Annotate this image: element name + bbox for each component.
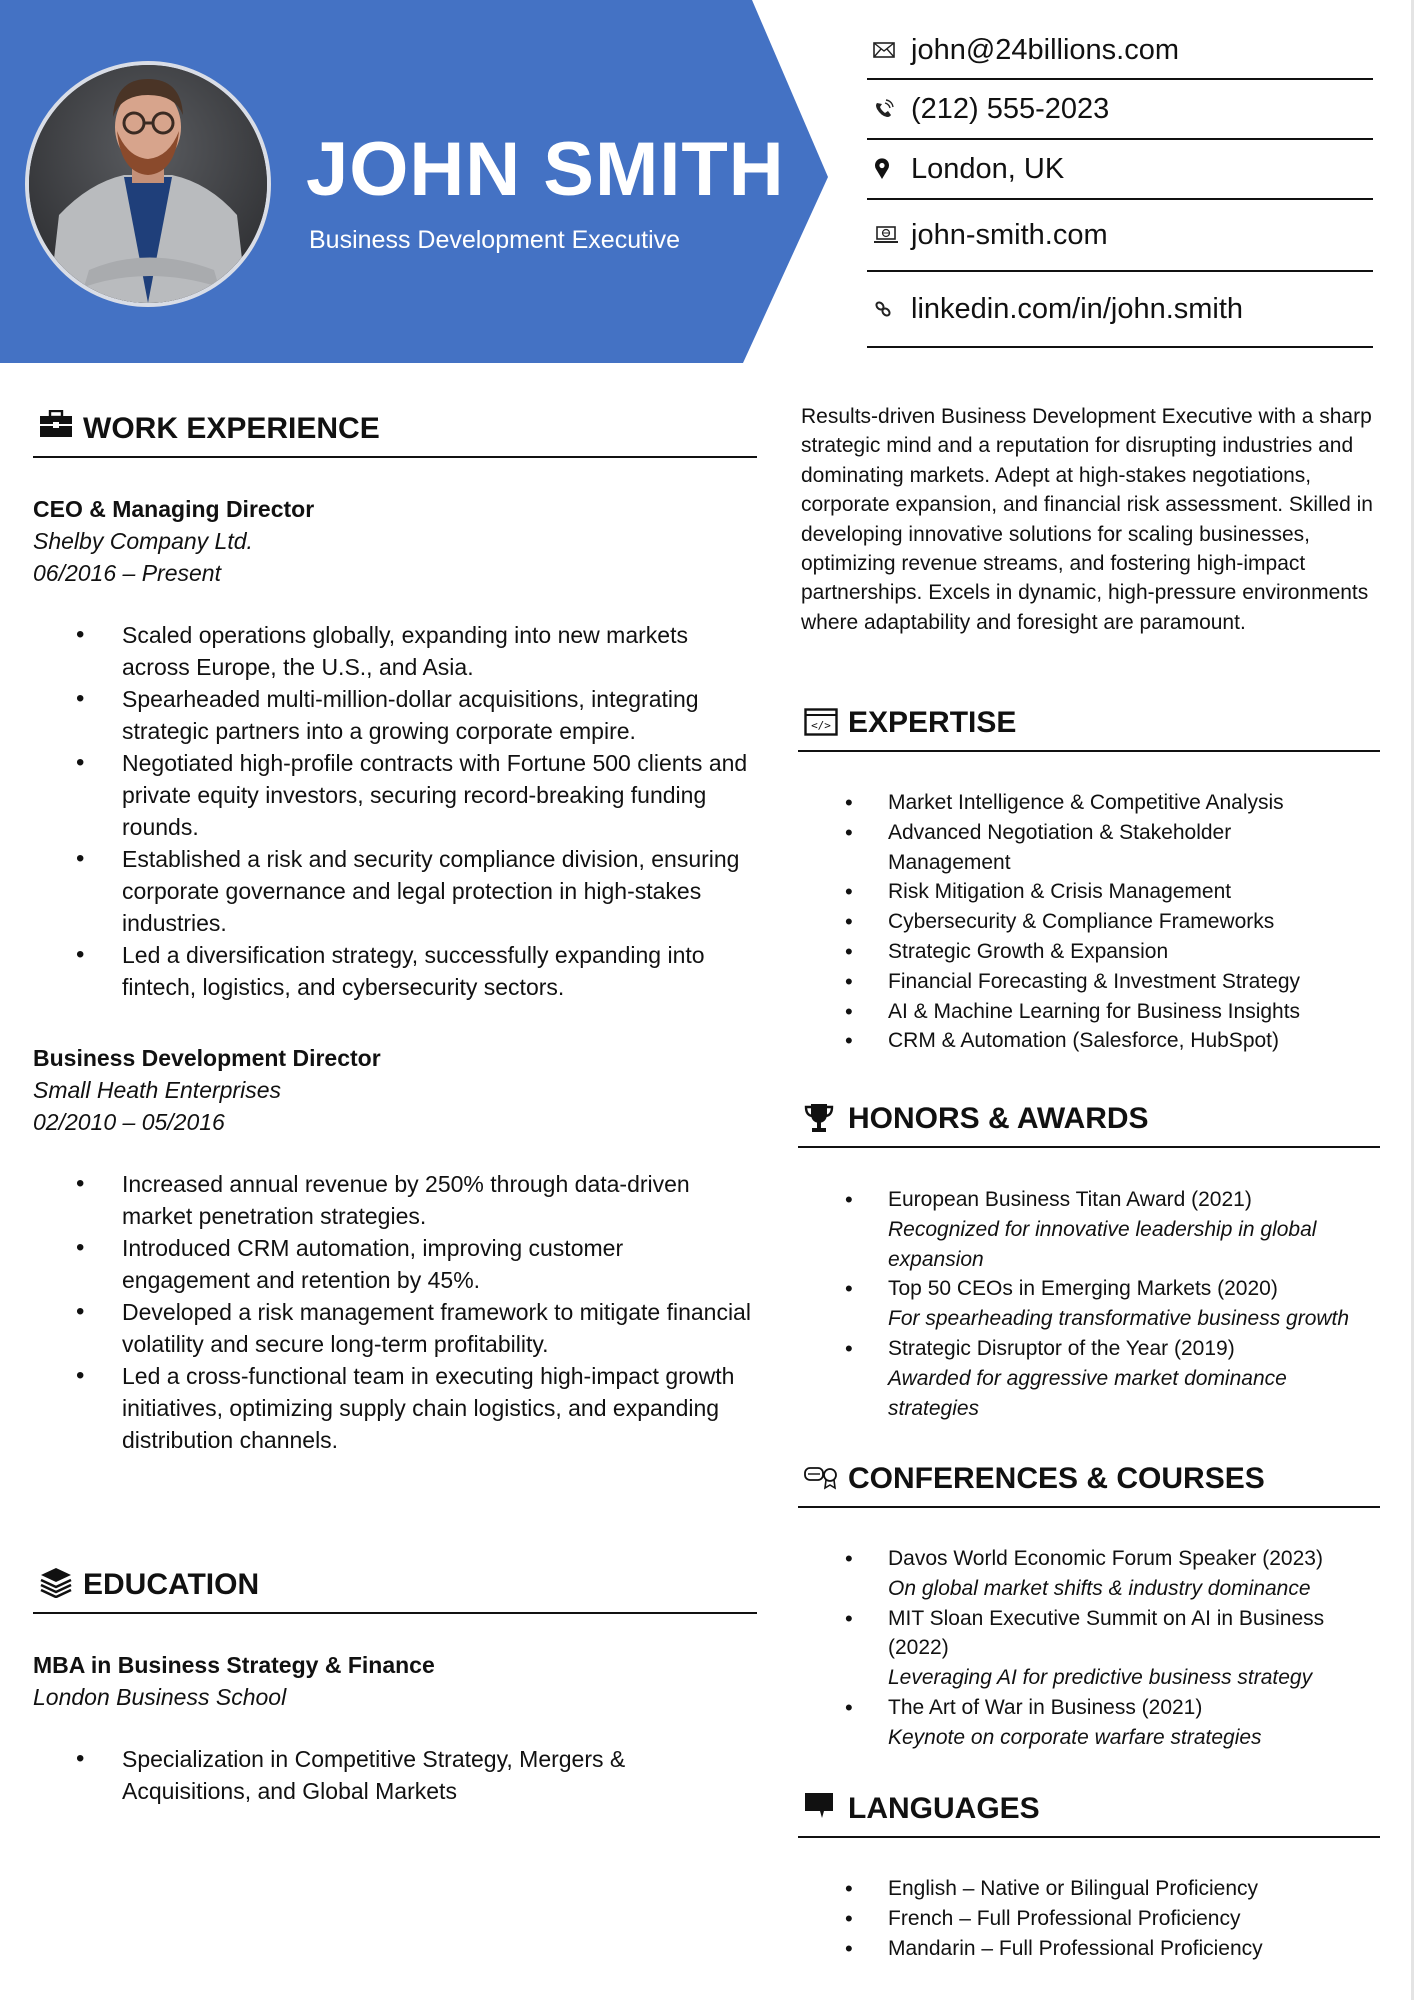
contact-linkedin[interactable] bbox=[867, 272, 1373, 348]
section-heading-honors-awards bbox=[798, 1088, 1380, 1148]
contact-location bbox=[867, 140, 1373, 200]
location-pin-icon bbox=[867, 158, 911, 180]
education-entry bbox=[33, 1649, 757, 1807]
school: London Business School bbox=[33, 1684, 287, 1710]
section-title: EDUCATION bbox=[83, 1568, 260, 1601]
list-item: • CRM & Automation (Salesforce, HubSpot) bbox=[798, 1026, 1380, 1056]
list-item: • Risk Mitigation & Crisis Management bbox=[798, 877, 1380, 907]
list-item: • Increased annual revenue by 250% through data-driven market penetration strategies. bbox=[33, 1168, 757, 1232]
contact-linkedin-text: linkedin.com/in/john.smith bbox=[911, 292, 1244, 325]
award-note: For spearheading transformative business growth bbox=[888, 1307, 1350, 1331]
section-title: WORK EXPERIENCE bbox=[83, 412, 380, 445]
list-item bbox=[798, 1544, 1380, 1604]
list-item bbox=[798, 1185, 1380, 1274]
contact-list bbox=[867, 22, 1373, 348]
list-item bbox=[798, 1334, 1380, 1423]
certificate-icon bbox=[804, 1466, 840, 1495]
list-item: • Financial Forecasting & Investment Strategy bbox=[798, 967, 1380, 997]
job-title: Business Development Director bbox=[33, 1045, 381, 1071]
languages-list bbox=[798, 1874, 1380, 1963]
section-title: CONFERENCES & COURSES bbox=[848, 1462, 1265, 1495]
section-heading-expertise bbox=[798, 692, 1380, 752]
list-item: • Led a diversification strategy, successfully expanding into fintech, logistics, and cybersecurity sectors. bbox=[33, 939, 757, 1003]
contact-email[interactable] bbox=[867, 22, 1373, 80]
list-item bbox=[798, 1274, 1380, 1334]
conference-title: Davos World Economic Forum Speaker (2023) bbox=[888, 1547, 1323, 1570]
contact-email-text: john@24billions.com bbox=[911, 33, 1180, 66]
job-entry bbox=[33, 493, 757, 1003]
conference-note: On global market shifts & industry dominance bbox=[888, 1576, 1311, 1600]
svg-text:</>: </> bbox=[811, 719, 831, 732]
list-item: • Mandarin – Full Professional Proficiency bbox=[798, 1934, 1380, 1964]
degree: MBA in Business Strategy & Finance bbox=[33, 1652, 435, 1678]
list-item: • Spearheaded multi-million-dollar acquisitions, integrating strategic partners into a growing corporate empire. bbox=[33, 683, 757, 747]
briefcase-icon bbox=[39, 410, 73, 443]
list-item bbox=[798, 1604, 1380, 1693]
list-item: • Led a cross-functional team in executing high-impact growth initiatives, optimizing supply chain logistics, and expanding distribution channels. bbox=[33, 1360, 757, 1456]
code-window-icon bbox=[804, 708, 838, 741]
job-title: CEO & Managing Director bbox=[33, 496, 315, 522]
contact-website-text: john-smith.com bbox=[911, 218, 1108, 251]
section-title: EXPERTISE bbox=[848, 706, 1017, 739]
awards-list bbox=[798, 1185, 1380, 1423]
section-heading-work-experience bbox=[33, 398, 757, 458]
award-title: European Business Titan Award (2021) bbox=[888, 1188, 1252, 1211]
contact-phone-text: (212) 555-2023 bbox=[911, 92, 1110, 125]
envelope-icon bbox=[867, 42, 911, 58]
list-item: • Developed a risk management framework to mitigate financial volatility and secure long-term profitability. bbox=[33, 1296, 757, 1360]
job-bullets bbox=[33, 1168, 757, 1456]
list-item: • Strategic Growth & Expansion bbox=[798, 937, 1380, 967]
job-company: Shelby Company Ltd. bbox=[33, 528, 253, 554]
expertise-list bbox=[798, 788, 1380, 1056]
candidate-name: JOHN SMITH bbox=[306, 127, 785, 212]
speech-bubble-icon bbox=[804, 1792, 834, 1825]
profile-photo bbox=[25, 61, 271, 307]
section-title: LANGUAGES bbox=[848, 1792, 1040, 1825]
award-title: Strategic Disruptor of the Year (2019) bbox=[888, 1336, 1235, 1360]
section-heading-education bbox=[33, 1554, 757, 1614]
contact-website[interactable] bbox=[867, 200, 1373, 272]
contact-phone[interactable] bbox=[867, 80, 1373, 140]
job-bullets bbox=[33, 619, 757, 1003]
section-title: HONORS & AWARDS bbox=[848, 1102, 1149, 1135]
section-heading-languages bbox=[798, 1778, 1380, 1838]
list-item: • Negotiated high-profile contracts with Fortune 500 clients and private equity investors, securing record-breaking funding rounds. bbox=[33, 747, 757, 843]
candidate-title: Business Development Executive bbox=[309, 226, 681, 254]
job-dates: 06/2016 – Present bbox=[33, 560, 221, 586]
books-stack-icon bbox=[39, 1566, 73, 1603]
list-item: • Introduced CRM automation, improving customer engagement and retention by 45%. bbox=[33, 1232, 757, 1296]
list-item: • Advanced Negotiation & Stakeholder Management bbox=[798, 818, 1380, 878]
conference-note: Keynote on corporate warfare strategies bbox=[888, 1725, 1262, 1749]
list-item: • Market Intelligence & Competitive Analysis bbox=[798, 788, 1380, 818]
conference-title: The Art of War in Business (2021) bbox=[888, 1695, 1203, 1719]
laptop-globe-icon bbox=[867, 226, 911, 244]
award-title: Top 50 CEOs in Emerging Markets (2020) bbox=[888, 1277, 1278, 1301]
link-icon bbox=[867, 299, 911, 319]
trophy-icon bbox=[804, 1102, 834, 1139]
list-item bbox=[798, 1693, 1380, 1753]
list-item: • AI & Machine Learning for Business Insights bbox=[798, 997, 1380, 1027]
professional-summary: Results-driven Business Development Executive with a sharp strategic mind and a reputation for disrupting industries and dominating markets. Adept at high-stakes negotiations, corporate expansion, and financial risk assessment. Skilled in developing innovative solutions for scaling businesses, optimizing revenue streams, and fostering high-impact partnerships. Excels in dynamic, high-pressure environments where adaptability and foresight are paramount. bbox=[801, 405, 1373, 634]
award-note: Recognized for innovative leadership in global expansion bbox=[888, 1217, 1317, 1271]
list-item: • Cybersecurity & Compliance Frameworks bbox=[798, 907, 1380, 937]
conferences-list bbox=[798, 1544, 1380, 1753]
conference-title: MIT Sloan Executive Summit on AI in Business (2022) bbox=[888, 1606, 1325, 1660]
job-dates: 02/2010 – 05/2016 bbox=[33, 1109, 225, 1135]
phone-icon bbox=[867, 98, 911, 120]
list-item: • English – Native or Bilingual Proficiency bbox=[798, 1874, 1380, 1904]
job-company: Small Heath Enterprises bbox=[33, 1077, 281, 1103]
list-item: • Specialization in Competitive Strategy, Mergers & Acquisitions, and Global Markets bbox=[33, 1743, 757, 1807]
contact-location-text: London, UK bbox=[911, 152, 1065, 185]
section-heading-conferences-courses bbox=[798, 1448, 1380, 1508]
conference-note: Leveraging AI for predictive business strategy bbox=[888, 1666, 1313, 1690]
list-item: • Scaled operations globally, expanding into new markets across Europe, the U.S., and Asia. bbox=[33, 619, 757, 683]
list-item: • French – Full Professional Proficiency bbox=[798, 1904, 1380, 1934]
award-note: Awarded for aggressive market dominance strategies bbox=[888, 1366, 1287, 1420]
job-entry bbox=[33, 1042, 757, 1456]
education-bullets bbox=[33, 1743, 757, 1807]
list-item: • Established a risk and security compliance division, ensuring corporate governance and legal protection in high-stakes industries. bbox=[33, 843, 757, 939]
